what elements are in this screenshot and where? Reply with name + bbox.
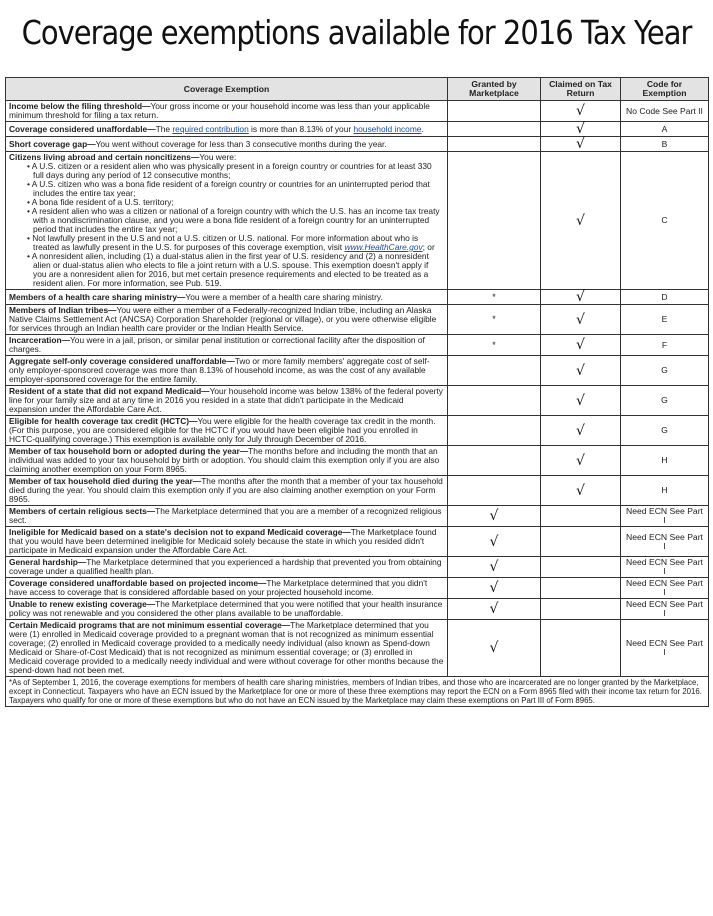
header-coverage-exemption: Coverage Exemption bbox=[6, 78, 448, 101]
claimed-cell bbox=[541, 290, 621, 305]
granted-cell bbox=[448, 620, 541, 677]
table-row bbox=[6, 416, 709, 446]
exemption-code: No Code See Part II bbox=[621, 101, 709, 122]
claimed-cell bbox=[541, 599, 621, 620]
exemption-code: D bbox=[621, 290, 709, 305]
claimed-cell bbox=[541, 152, 621, 290]
exemption-description bbox=[6, 137, 448, 152]
granted-cell bbox=[448, 446, 541, 476]
exemption-title: General hardship— bbox=[9, 557, 87, 567]
list-item-text: • Not lawfully present in the U.S and not a U.S. citizen or U.S. national. For more information about who is treated as lawfully present in the U.S. for purposes of this coverage exemption, visit bbox=[27, 233, 419, 252]
list-item: • A bona fide resident of a U.S. territory; bbox=[27, 197, 174, 207]
exemption-text: The Marketplace determined that you were (1) enrolled in Medicaid coverage provided to a pregnant woman that is not recognized as minimum essential coverage; (2) enrolled in Medicaid coverage provided to a medically needy individual (also known as Spend-down Medicaid or Share-of-Cost Medicaid) that is not recognized as minimum essential coverage; or (3) enrolled in Medicaid coverage provided to a medically needy individual and were without coverage for other months because the spend-down had not been met. bbox=[9, 620, 444, 675]
list-item: • A U.S. citizen or a resident alien who was physically present in a foreign country or countries for at least 330 full days during any period of 12 consecutive months; bbox=[27, 161, 432, 180]
exemption-text: The Marketplace determined that you didn't have access to coverage that is considered affordable based on your projected household income. bbox=[9, 578, 428, 597]
exemption-title: Aggregate self-only coverage considered unaffordable— bbox=[9, 356, 235, 366]
checkmark-icon: √ bbox=[576, 452, 585, 469]
exemption-code: G bbox=[621, 416, 709, 446]
exemption-text: is more than 8.13% of your bbox=[248, 123, 354, 134]
exemption-text: You were eligible for the health coverage tax credit in the month. (For this purpose, you are considered eligible for the HCTC if you would have been eligible had you enrolled in HCTC-qualifying coverage.) This exemption is available only for July through December of 2016. bbox=[9, 416, 436, 444]
exemption-code: G bbox=[621, 386, 709, 416]
granted-cell bbox=[448, 101, 541, 122]
exemption-text: The months after the month that a member of your tax household died during the year. You should claim this exemption only if you are also claiming another exemption on your Form 8965. bbox=[9, 476, 443, 504]
exemption-description bbox=[6, 599, 448, 620]
claimed-cell bbox=[541, 527, 621, 557]
exemption-description bbox=[6, 386, 448, 416]
exemption-text: The months before and including the month that an individual was added to your tax household by birth or adoption. You should claim this exemption only if you are also claiming another exemption on your Form 8965. bbox=[9, 446, 440, 474]
exemption-title: Unable to renew existing coverage— bbox=[9, 599, 156, 609]
claimed-cell bbox=[541, 335, 621, 356]
claimed-cell bbox=[541, 137, 621, 152]
granted-cell bbox=[448, 122, 541, 137]
table-row bbox=[6, 506, 709, 527]
exemption-text: The Marketplace determined that you are a member of a recognized religious sect. bbox=[9, 506, 442, 525]
exemption-code: Need ECN See Part I bbox=[621, 527, 709, 557]
table-row bbox=[6, 122, 709, 137]
exemption-text: The Marketplace determined that you were notified that your health insurance policy was not renewable and you considered the other plans available to be unaffordable. bbox=[9, 599, 443, 618]
exemption-text: Your gross income or your household income was less than your applicable minimum threshold for filing a tax return. bbox=[9, 101, 430, 120]
page-title: Coverage exemptions available for 2016 Tax Year bbox=[21, 13, 692, 53]
exemption-code: G bbox=[621, 356, 709, 386]
table-row bbox=[6, 527, 709, 557]
list-item: • A resident alien who was a citizen or national of a foreign country with which the U.S. has an income tax treaty with a nondiscrimination clause, and you were a bona fide resident of a foreign country for an uninterrupted period that includes the entire tax year; bbox=[27, 206, 440, 234]
exemption-description bbox=[6, 557, 448, 578]
exemption-description bbox=[6, 578, 448, 599]
exemption-code: Need ECN See Part I bbox=[621, 599, 709, 620]
claimed-cell bbox=[541, 356, 621, 386]
granted-cell bbox=[448, 506, 541, 527]
claimed-cell bbox=[541, 416, 621, 446]
exemption-title: Members of certain religious sects— bbox=[9, 506, 156, 516]
exemption-title: Certain Medicaid programs that are not minimum essential coverage— bbox=[9, 620, 291, 630]
asterisk-icon: * bbox=[492, 314, 496, 324]
exemption-description bbox=[6, 101, 448, 122]
exemption-title: Coverage considered unaffordable— bbox=[9, 123, 156, 134]
exemption-code: E bbox=[621, 305, 709, 335]
granted-cell bbox=[448, 305, 541, 335]
granted-cell bbox=[448, 578, 541, 599]
granted-cell bbox=[448, 416, 541, 446]
table-header-row bbox=[6, 78, 709, 101]
list-item: • A U.S. citizen who was a bona fide resident of a foreign country or countries for an uninterrupted period that includes the entire tax year; bbox=[27, 179, 430, 198]
exemption-text: The Marketplace determined that you experienced a hardship that prevented you from obtaining coverage under a qualified health plan. bbox=[9, 557, 442, 576]
checkmark-icon: √ bbox=[489, 559, 499, 575]
granted-cell bbox=[448, 137, 541, 152]
claimed-cell bbox=[541, 557, 621, 578]
exemption-text: You were in a jail, prison, or similar penal institution or correctional facility after the disposition of charges. bbox=[9, 335, 425, 354]
table-row bbox=[6, 335, 709, 356]
list-item bbox=[9, 234, 444, 252]
table-row bbox=[6, 137, 709, 152]
exemption-code: A bbox=[621, 122, 709, 137]
exemption-description bbox=[6, 356, 448, 386]
exemption-description bbox=[6, 506, 448, 527]
checkmark-icon: √ bbox=[489, 640, 499, 656]
granted-cell bbox=[448, 152, 541, 290]
exemption-code: Need ECN See Part I bbox=[621, 578, 709, 599]
exemption-title: Members of a health care sharing ministry— bbox=[9, 291, 186, 302]
checkmark-icon: √ bbox=[576, 311, 585, 328]
exemption-text: Two or more family members' aggregate cost of self-only employer-sponsored coverage was more than 8.13% of household income, as was the cost of any available employer-sponsored coverage for the entire family. bbox=[9, 356, 430, 384]
checkmark-icon: √ bbox=[576, 136, 585, 152]
claimed-cell bbox=[541, 506, 621, 527]
claimed-cell bbox=[541, 578, 621, 599]
table-row bbox=[6, 305, 709, 335]
checkmark-icon: √ bbox=[489, 508, 499, 524]
table-row bbox=[6, 290, 709, 305]
granted-cell bbox=[448, 386, 541, 416]
exemption-description bbox=[6, 620, 448, 677]
checkmark-icon: √ bbox=[576, 482, 585, 499]
healthcare-gov-link[interactable]: www.HealthCare.gov bbox=[344, 242, 423, 252]
exemption-code: Need ECN See Part I bbox=[621, 557, 709, 578]
exemption-text: You were either a member of a Federally-recognized Indian tribe, including an Alaska Native Claims Settlement Act (ANCSA) Corporation Shareholder (regional or village), or you were otherwise eligible for services through an Indian health care provider or the Indian Health Service. bbox=[9, 305, 437, 333]
exemption-code: H bbox=[621, 446, 709, 476]
exemption-code: B bbox=[621, 137, 709, 152]
exemption-text: Your household income was below 138% of the federal poverty line for your family size and at any time in 2016 you resided in a state that didn't participate in the Medicaid expansion under the Affordable Care Act. bbox=[9, 386, 443, 414]
checkmark-icon: √ bbox=[576, 289, 585, 305]
exemption-title: Eligible for health coverage tax credit (HCTC)— bbox=[9, 416, 198, 426]
table-row bbox=[6, 446, 709, 476]
exemption-text: You were a member of a health care sharing ministry. bbox=[185, 291, 383, 302]
exemption-title: Short coverage gap— bbox=[9, 138, 96, 149]
exemption-text: You were: bbox=[199, 152, 237, 162]
checkmark-icon: √ bbox=[576, 422, 585, 439]
exemption-description bbox=[6, 527, 448, 557]
exemption-text: The Marketplace found that you would have been determined ineligible for Medicaid solely because the state in which you resided didn't participate in Medicaid expansion under the Affordable Care Act. bbox=[9, 527, 437, 555]
exemption-description bbox=[6, 290, 448, 305]
header-code-for-exemption: Code for Exemption bbox=[621, 78, 709, 101]
exemption-description bbox=[6, 335, 448, 356]
exemption-code: H bbox=[621, 476, 709, 506]
checkmark-icon: √ bbox=[576, 392, 585, 409]
table-row bbox=[6, 476, 709, 506]
exemption-description bbox=[6, 122, 448, 137]
exemption-code: Need ECN See Part I bbox=[621, 620, 709, 677]
table-row bbox=[6, 386, 709, 416]
exemption-description bbox=[6, 446, 448, 476]
granted-cell bbox=[448, 335, 541, 356]
claimed-cell bbox=[541, 305, 621, 335]
exemption-title: Members of Indian tribes— bbox=[9, 305, 117, 315]
table-row bbox=[6, 101, 709, 122]
list-item-text: ; or bbox=[422, 242, 435, 252]
exemption-text: . bbox=[421, 123, 424, 134]
exemption-text: The bbox=[155, 123, 173, 134]
required-contribution-link[interactable]: required contribution bbox=[172, 123, 249, 134]
claimed-cell bbox=[541, 476, 621, 506]
table-row bbox=[6, 620, 709, 677]
claimed-cell bbox=[541, 122, 621, 137]
exemption-description bbox=[6, 476, 448, 506]
exemption-description bbox=[6, 305, 448, 335]
exemption-code: F bbox=[621, 335, 709, 356]
household-income-link[interactable]: household income bbox=[353, 123, 422, 134]
granted-cell bbox=[448, 527, 541, 557]
exemption-title: Ineligible for Medicaid based on a state's decision not to expand Medicaid coverage— bbox=[9, 527, 351, 537]
granted-cell bbox=[448, 476, 541, 506]
claimed-cell bbox=[541, 386, 621, 416]
exemption-code: C bbox=[621, 152, 709, 290]
footnote: *As of September 1, 2016, the coverage exemptions for members of health care sharing ministries, members of Indian tribes, and those who are incarcerated are no longer granted by the Marketplace, except in Connecticut. Taxpayers who have an ECN issued by the Marketplace for one or more of these three exemptions may report the ECN on a Form 8965 filed with their income tax return for 2016. Taxpayers who qualify for one or more of these exemptions but who do not have an ECN issued by the Marketplace may claim these exemptions on Part III of Form 8965. bbox=[6, 677, 709, 707]
exemption-code: Need ECN See Part I bbox=[621, 506, 709, 527]
exemption-description bbox=[6, 416, 448, 446]
checkmark-icon: √ bbox=[576, 103, 585, 119]
claimed-cell bbox=[541, 446, 621, 476]
exemption-title: Member of tax household born or adopted during the year— bbox=[9, 446, 249, 456]
granted-cell bbox=[448, 557, 541, 578]
checkmark-icon: √ bbox=[576, 362, 585, 379]
checkmark-icon: √ bbox=[576, 212, 585, 229]
exemption-title: Coverage considered unaffordable based on projected income— bbox=[9, 578, 267, 588]
exemptions-table-container bbox=[5, 77, 708, 707]
table-row bbox=[6, 578, 709, 599]
exemption-title: Incarceration— bbox=[9, 335, 70, 345]
asterisk-icon: * bbox=[492, 291, 496, 302]
exemption-description bbox=[6, 152, 448, 290]
granted-cell bbox=[448, 290, 541, 305]
exemptions-table bbox=[5, 77, 709, 707]
asterisk-icon: * bbox=[492, 339, 496, 350]
table-row bbox=[6, 599, 709, 620]
exemption-title: Member of tax household died during the year— bbox=[9, 476, 202, 486]
checkmark-icon: √ bbox=[489, 601, 499, 617]
exemption-title: Income below the filing threshold— bbox=[9, 101, 151, 111]
claimed-cell bbox=[541, 620, 621, 677]
claimed-cell bbox=[541, 101, 621, 122]
checkmark-icon: √ bbox=[576, 121, 585, 137]
exemption-title: Resident of a state that did not expand Medicaid— bbox=[9, 386, 210, 396]
exemption-text: You went without coverage for less than 3 consecutive months during the year. bbox=[95, 138, 387, 149]
table-row bbox=[6, 557, 709, 578]
header-granted-by-marketplace: Granted by Marketplace bbox=[448, 78, 541, 101]
checkmark-icon: √ bbox=[489, 580, 499, 596]
checkmark-icon: √ bbox=[576, 337, 585, 353]
granted-cell bbox=[448, 599, 541, 620]
exemption-title: Citizens living abroad and certain noncitizens— bbox=[9, 152, 200, 162]
granted-cell bbox=[448, 356, 541, 386]
checkmark-icon: √ bbox=[489, 533, 499, 550]
footnote-row bbox=[6, 677, 709, 707]
list-item: • A nonresident alien, including (1) a dual-status alien in the first year of U.S. residency and (2) a nonresident alien or dual-status alien who elects to file a joint return with a U.S. spouse. This exemption doesn't apply if you are a nonresident alien for 2016, but met certain presence requirements and elected to be treated as a resident alien. For more information, see Pub. 519. bbox=[27, 251, 429, 288]
table-row bbox=[6, 152, 709, 290]
header-claimed-on-tax-return: Claimed on Tax Return bbox=[541, 78, 621, 101]
table-row bbox=[6, 356, 709, 386]
